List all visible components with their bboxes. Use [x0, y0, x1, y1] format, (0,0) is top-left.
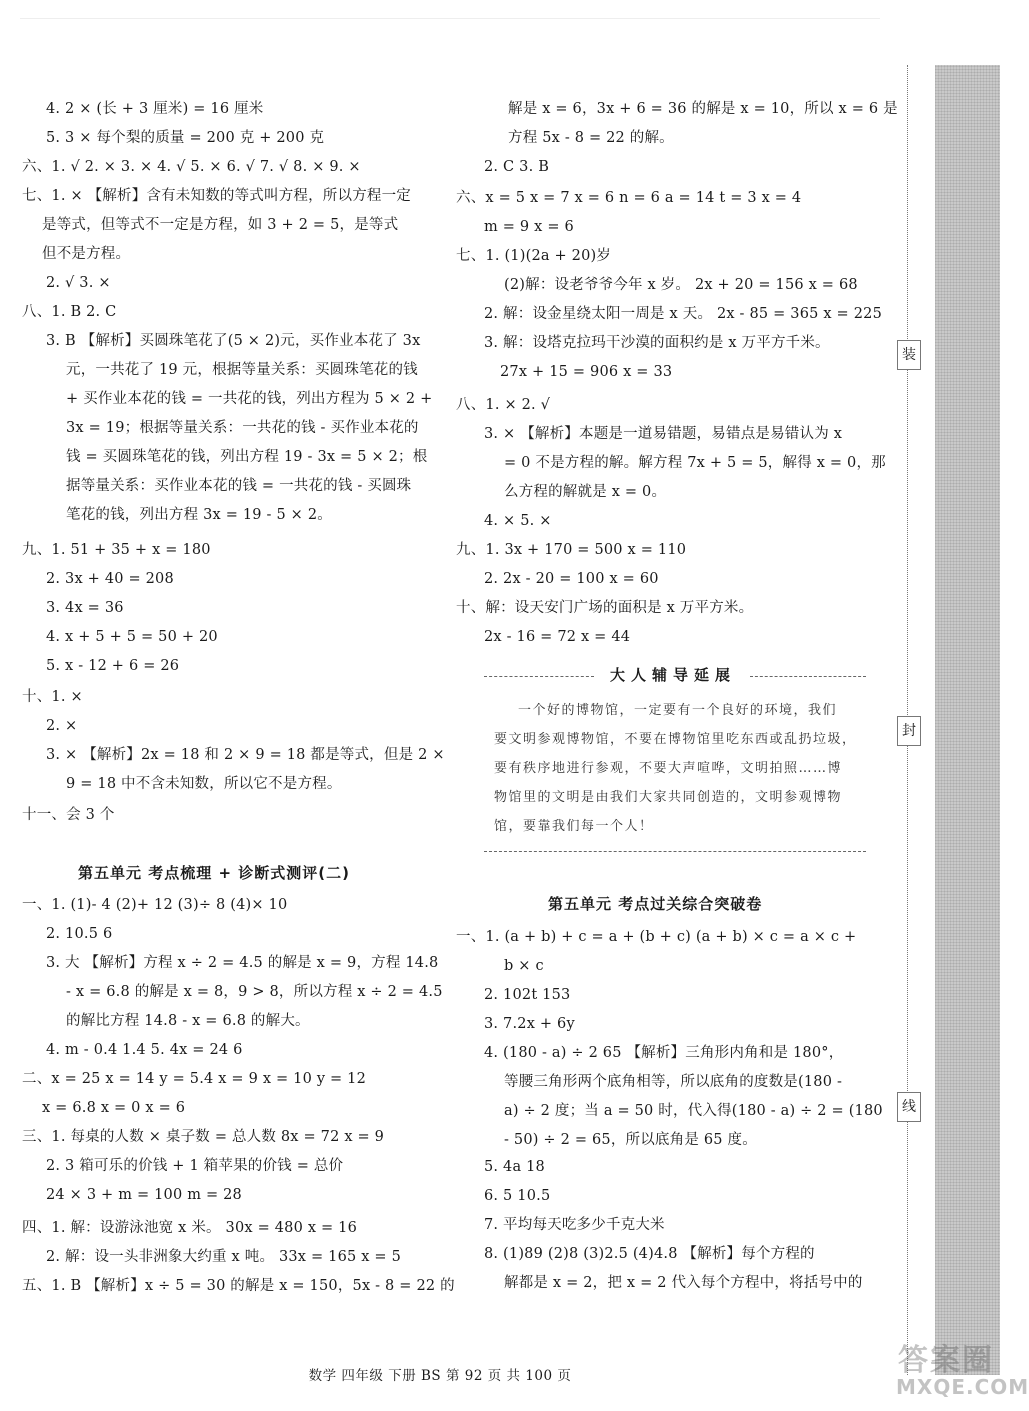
text-line: 二、x = 25 x = 14 y = 5.4 x = 9 x = 10 y = 12: [22, 1071, 367, 1087]
text-line: 5. 3 × 每个梨的质量 = 200 克 + 200 克: [46, 130, 325, 146]
page-footer: 数学 四年级 下册 BS 第 92 页 共 100 页: [308, 1368, 572, 1384]
text-line: 4. 2 × (长 + 3 厘米) = 16 厘米: [46, 101, 264, 117]
text-line: 2. 3x + 40 = 208: [46, 571, 174, 587]
text-line: 2. ×: [46, 718, 78, 734]
text-line: b × c: [504, 958, 544, 974]
text-line: 十、1. ×: [22, 689, 83, 705]
text-line: 一、1. (a + b) + c = a + (b + c) (a + b) × c = a × c +: [456, 929, 857, 945]
text-line: 9 = 18 中不含未知数，所以它不是方程。: [66, 776, 342, 792]
text-line: 七、1. × 【解析】含有未知数的等式叫方程，所以方程一定: [22, 188, 411, 204]
text-line: 8. (1)89 (2)8 (3)2.5 (4)4.8 【解析】每个方程的: [484, 1246, 815, 1262]
text-line: 据等量关系：买作业本花的钱 = 一共花的钱 - 买圆珠: [66, 478, 412, 494]
text-line: 4. x + 5 + 5 = 50 + 20: [46, 629, 218, 645]
text-line: 3x = 19；根据等量关系：一共花的钱 - 买作业本花的: [66, 420, 419, 436]
text-line: 元，一共花了 19 元，根据等量关系：买圆珠笔花的钱: [66, 362, 418, 378]
text-line: 解是 x = 6，3x + 6 = 36 的解是 x = 10，所以 x = 6 是: [508, 101, 898, 117]
text-line: 2. C 3. B: [484, 159, 550, 175]
section-heading: 第五单元 考点梳理 + 诊断式测评(二): [78, 864, 350, 882]
text-line: 八、1. × 2. √: [456, 397, 551, 413]
text-line: 2. 2x - 20 = 100 x = 60: [484, 571, 659, 587]
text-line: 3. 大 【解析】方程 x ÷ 2 = 4.5 的解是 x = 9，方程 14.8: [46, 955, 439, 971]
text-line: 3. 解：设塔克拉玛干沙漠的面积约是 x 万平方千米。: [484, 335, 830, 351]
text-line: 五、1. B 【解析】x ÷ 5 = 30 的解是 x = 150，5x - 8 = 22 的: [22, 1278, 455, 1294]
text-line: 7. 平均每天吃多少千克大米: [484, 1217, 665, 1233]
binding-mark-feng: 封: [897, 716, 921, 746]
text-line: 5. 4a 18: [484, 1159, 545, 1175]
extension-text: 馆，要靠我们每一个人！: [494, 819, 654, 834]
section-heading: 第五单元 考点过关综合突破卷: [548, 895, 763, 913]
text-line: 八、1. B 2. C: [22, 304, 117, 320]
text-line: a) ÷ 2 度；当 a = 50 时，代入得(180 - a) ÷ 2 = (180: [504, 1103, 883, 1119]
text-line: 的解比方程 14.8 - x = 6.8 的解大。: [66, 1013, 310, 1029]
text-line: 六、1. √ 2. × 3. × 4. √ 5. × 6. √ 7. √ 8. × 9. ×: [22, 159, 361, 175]
text-line: 笔花的钱，列出方程 3x = 19 - 5 × 2。: [66, 507, 332, 523]
text-line: 十一、会 3 个: [22, 807, 115, 823]
text-line: 2. 解：设一头非洲象大约重 x 吨。 33x = 165 x = 5: [46, 1249, 401, 1265]
watermark-url: MXQE.COM: [896, 1375, 1029, 1399]
text-line: 4. × 5. ×: [484, 513, 552, 529]
text-line: 九、1. 51 + 35 + x = 180: [22, 542, 211, 558]
text-line: 4. (180 - a) ÷ 2 65 【解析】三角形内角和是 180°，: [484, 1045, 844, 1061]
text-line: 2. 解：设金星绕太阳一周是 x 天。 2x - 85 = 365 x = 225: [484, 306, 882, 322]
extension-text: 要文明参观博物馆，不要在博物馆里吃东西或乱扔垃圾，: [494, 732, 857, 747]
text-line: 四、1. 解：设游泳池宽 x 米。 30x = 480 x = 16: [22, 1220, 358, 1236]
extension-text: 要有秩序地进行参观，不要大声喧哗，文明拍照……博: [494, 761, 843, 776]
binding-mark-xian: 线: [897, 1092, 921, 1122]
text-line: 三、1. 每桌的人数 × 桌子数 = 总人数 8x = 72 x = 9: [22, 1129, 385, 1145]
text-line: 钱 = 买圆珠笔花的钱，列出方程 19 - 3x = 5 × 2；根: [66, 449, 428, 465]
text-line: 24 × 3 + m = 100 m = 28: [46, 1187, 242, 1203]
watermark-logo: [890, 1335, 1029, 1407]
extension-text: 一个好的博物馆，一定要有一个良好的环境，我们: [518, 703, 838, 718]
text-line: 十、解：设天安门广场的面积是 x 万平方米。: [456, 600, 754, 616]
text-line: 九、1. 3x + 170 = 500 x = 110: [456, 542, 687, 558]
text-line: 4. m - 0.4 1.4 5. 4x = 24 6: [46, 1042, 243, 1058]
extension-title: 大人辅导延展: [610, 666, 737, 684]
text-line: 方程 5x - 8 = 22 的解。: [508, 130, 674, 146]
text-line: 3. 4x = 36: [46, 600, 124, 616]
text-line: 27x + 15 = 906 x = 33: [500, 364, 673, 380]
text-line: 2. 3 箱可乐的价钱 + 1 箱苹果的价钱 = 总价: [46, 1158, 344, 1174]
extension-right-rule: [750, 676, 866, 677]
text-line: 是等式，但等式不一定是方程，如 3 + 2 = 5，是等式: [42, 217, 399, 233]
text-line: 2. √ 3. ×: [46, 275, 111, 291]
top-rule: [20, 18, 880, 19]
text-line: 但不是方程。: [42, 246, 131, 262]
text-line: 2. 10.5 6: [46, 926, 113, 942]
text-line: 3. × 【解析】2x = 18 和 2 × 9 = 18 都是等式，但是 2 ×: [46, 747, 445, 763]
watermark-text: 答案圈: [898, 1343, 994, 1378]
text-line: m = 9 x = 6: [484, 219, 574, 235]
text-line: 等腰三角形两个底角相等，所以底角的度数是(180 -: [504, 1074, 843, 1090]
text-line: 六、x = 5 x = 7 x = 6 n = 6 a = 14 t = 3 x = 4: [456, 190, 802, 206]
binding-gray-strip: [935, 65, 1000, 1375]
text-line: 2. 102t 153: [484, 987, 571, 1003]
text-line: 解都是 x = 2，把 x = 2 代入每个方程中，将括号中的: [504, 1275, 863, 1291]
text-line: 2x - 16 = 72 x = 44: [484, 629, 631, 645]
text-line: - 50) ÷ 2 = 65，所以底角是 65 度。: [504, 1132, 757, 1148]
extension-text: 物馆里的文明是由我们大家共同创造的，文明参观博物: [494, 790, 843, 805]
text-line: 3. × 【解析】本题是一道易错题，易错点是易错认为 x: [484, 426, 843, 442]
text-line: 一、1. (1)- 4 (2)+ 12 (3)÷ 8 (4)× 10: [22, 897, 288, 913]
text-line: x = 6.8 x = 0 x = 6: [42, 1100, 186, 1116]
text-line: 3. 7.2x + 6y: [484, 1016, 575, 1032]
text-line: 5. x - 12 + 6 = 26: [46, 658, 180, 674]
extension-bottom-rule: [484, 851, 866, 852]
text-line: 3. B 【解析】买圆珠笔花了(5 × 2)元，买作业本花了 3x: [46, 333, 421, 349]
text-line: - x = 6.8 的解是 x = 8，9 > 8，所以方程 x ÷ 2 = 4.5: [66, 984, 443, 1000]
binding-mark-zhuang: 装: [897, 340, 921, 370]
text-line: + 买作业本花的钱 = 一共花的钱，列出方程为 5 × 2 +: [66, 391, 433, 407]
text-line: 6. 5 10.5: [484, 1188, 551, 1204]
text-line: 七、1. (1)(2a + 20)岁: [456, 248, 612, 264]
text-line: (2)解：设老爷爷今年 x 岁。 2x + 20 = 156 x = 68: [504, 277, 858, 293]
text-line: 么方程的解就是 x = 0。: [504, 484, 667, 500]
text-line: = 0 不是方程的解。解方程 7x + 5 = 5，解得 x = 0，那: [504, 455, 886, 471]
extension-left-rule: [484, 676, 594, 677]
